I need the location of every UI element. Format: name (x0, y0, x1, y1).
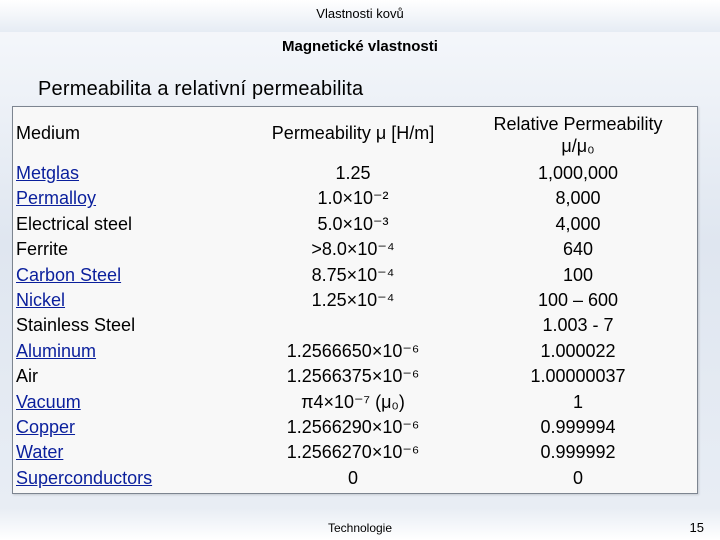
relative-cell: 100 (562, 264, 594, 285)
permeability-cell: 8.75×10⁻⁴ (311, 264, 395, 285)
permeability-cell: 1.25×10⁻⁴ (311, 289, 395, 310)
permeability-cell: π4×10⁻⁷ (μ₀) (301, 391, 405, 412)
relative-cell: 0.999994 (540, 416, 616, 437)
relative-cell: 100 – 600 (537, 289, 619, 310)
slide-heading: Permeabilita a relativní permeabilita (38, 78, 364, 100)
medium-cell[interactable]: Metglas (16, 163, 80, 183)
medium-cell[interactable]: Carbon Steel (16, 264, 122, 285)
relative-cell: 1.000022 (540, 340, 616, 361)
permeability-table (12, 106, 698, 494)
page-number: 15 (689, 520, 704, 535)
relative-header-line1: Relative Permeability (493, 114, 663, 134)
relative-cell: 8,000 (555, 188, 601, 209)
medium-cell[interactable]: Water (16, 442, 64, 463)
permeability-cell: 1.2566375×10⁻⁶ (286, 366, 420, 387)
relative-header (475, 113, 681, 157)
medium-cell[interactable]: Copper (16, 416, 76, 437)
relative-header-line2: μ/μ₀ (561, 136, 595, 156)
medium-cell[interactable]: Nickel (16, 289, 66, 310)
permeability-rows (253, 161, 453, 491)
relative-cell: 1 (572, 391, 583, 412)
footer-text: Technologie (327, 521, 393, 535)
slide-subtitle: Magnetické vlastnosti (282, 38, 438, 55)
relative-cell: 4,000 (555, 213, 601, 234)
permeability-cell: 0 (347, 467, 358, 488)
header-title: Vlastnosti kovů (316, 6, 404, 21)
medium-rows (16, 161, 152, 491)
medium-cell: Electrical steel (16, 213, 133, 234)
medium-header: Medium (16, 123, 81, 143)
permeability-cell: 5.0×10⁻³ (317, 213, 389, 234)
medium-cell: Stainless Steel (16, 315, 136, 336)
medium-cell: Ferrite (16, 239, 69, 260)
permeability-cell: 1.2566270×10⁻⁶ (286, 442, 420, 463)
permeability-cell: 1.25 (335, 163, 371, 183)
medium-cell[interactable]: Permalloy (16, 188, 97, 209)
permeability-cell (253, 313, 453, 338)
relative-cell: 1,000,000 (537, 163, 619, 183)
permeability-cell: >8.0×10⁻⁴ (311, 239, 395, 260)
relative-cell: 1.003 - 7 (542, 315, 614, 336)
relative-rows (475, 161, 681, 491)
medium-cell[interactable]: Vacuum (16, 391, 81, 412)
relative-cell: 0.999992 (540, 442, 616, 463)
relative-cell: 1.00000037 (530, 366, 626, 387)
medium-cell: Air (16, 366, 38, 387)
medium-cell[interactable]: Superconductors (16, 467, 153, 488)
permeability-header: Permeability μ [H/m] (271, 123, 435, 143)
relative-cell: 640 (562, 239, 594, 260)
permeability-cell: 1.0×10⁻² (317, 188, 389, 209)
permeability-cell: 1.2566290×10⁻⁶ (286, 416, 420, 437)
medium-cell[interactable]: Aluminum (16, 340, 97, 361)
permeability-cell: 1.2566650×10⁻⁶ (286, 340, 420, 361)
relative-cell: 0 (572, 467, 583, 488)
